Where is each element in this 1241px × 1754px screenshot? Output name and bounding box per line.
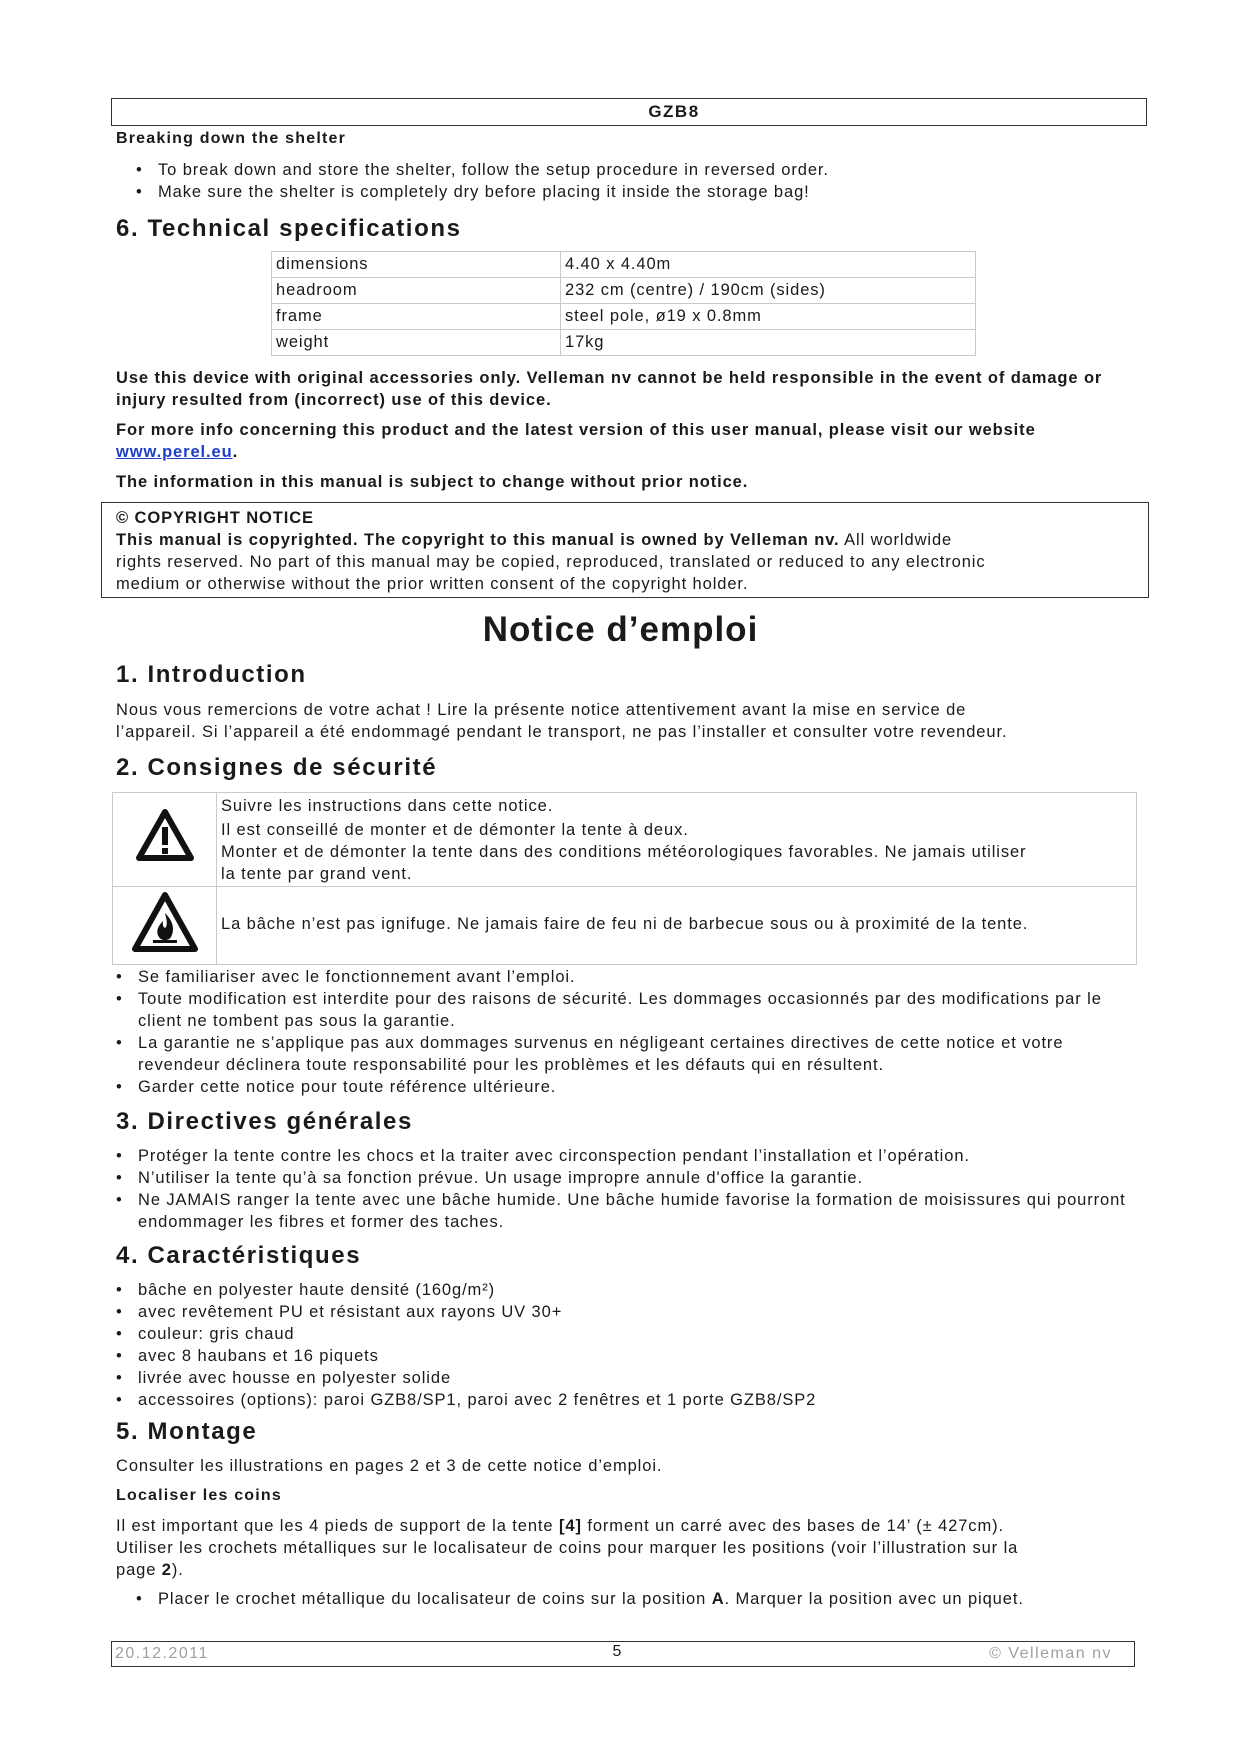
list-item: • livrée avec housse en polyester solide (116, 1367, 1136, 1389)
page-title: Notice d’emploi (482, 610, 759, 649)
safety-line: Monter et de démonter la tente dans des conditions météorologiques favorables. Ne jamais utiliser (221, 843, 1027, 861)
table-row (272, 304, 976, 330)
table-row (272, 252, 976, 278)
breakdown-list (136, 159, 1136, 203)
spec-value: 4.40 x 4.40m (561, 252, 976, 278)
list-item: • Ne JAMAIS ranger la tente avec une bâche humide. Une bâche humide favorise la formation de moisissures qui pourront endommager les fibres et former des taches. (116, 1189, 1136, 1233)
intro-heading: 1. Introduction (116, 661, 307, 688)
safety-line: Suivre les instructions dans cette notice. (221, 797, 554, 815)
safety-table (112, 792, 1137, 965)
specs-heading: 6. Technical specifications (116, 215, 462, 242)
list-item: • Protéger la tente contre les chocs et la traiter avec circonspection pendant l’installation et l’opération. (116, 1145, 1136, 1167)
safety-line: Il est conseillé de monter et de démonter la tente à deux. (221, 821, 689, 839)
copyright-line: medium or otherwise without the prior written consent of the copyright holder. (116, 575, 749, 593)
list-item: • Garder cette notice pour toute référence ultérieure. (116, 1076, 1136, 1098)
list-item: • Se familiariser avec le fonctionnement avant l’emploi. (116, 966, 1136, 988)
info-text-end: . (232, 443, 239, 461)
assembly-text (116, 1515, 1141, 1581)
assembly-text-4: ). (171, 1561, 184, 1579)
list-item: • bâche en polyester haute densité (160g/m²) (116, 1279, 1136, 1301)
assembly-line (116, 1515, 1141, 1537)
spec-value: 17kg (561, 330, 976, 356)
fire-warning: La bâche n’est pas ignifuge. Ne jamais faire de feu ni de barbecue sous ou à proximité de la tente. (221, 915, 1029, 933)
features-list (116, 1279, 1136, 1411)
spec-value: 232 cm (centre) / 190cm (sides) (561, 278, 976, 304)
general-list (116, 1145, 1136, 1233)
intro-line: Nous vous remercions de votre achat ! Lire la présente notice attentivement avant la mise en service de (116, 701, 967, 719)
intro-line: l’appareil. Si l’appareil a été endommagé pendant le transport, ne pas l’installer et consulter votre revendeur. (116, 723, 1008, 741)
footer-box (111, 1641, 1135, 1667)
footer-date: 20.12.2011 (115, 1645, 209, 1662)
list-item: • avec 8 haubans et 16 piquets (116, 1345, 1136, 1367)
copyright-box (101, 502, 1149, 598)
page-ref: 2 (161, 1561, 172, 1579)
list-item (136, 1588, 1141, 1610)
list-item: • La garantie ne s’applique pas aux dommages survenus en négligeant certaines directives de cette notice et votre revendeur déclinera toute responsabilité pour les problèmes et les défauts qui en résultent. (116, 1032, 1136, 1076)
flammable-icon (131, 891, 199, 955)
assembly-line: Utiliser les crochets métalliques sur le localisateur de coins pour marquer les positions (voir l’illustration sur la (116, 1539, 1019, 1557)
corners-heading: Localiser les coins (116, 1487, 282, 1504)
safety-divider (216, 793, 217, 964)
breakdown-heading: Breaking down the shelter (116, 130, 347, 147)
header-box (111, 98, 1147, 126)
safety-heading: 2. Consignes de sécurité (116, 754, 438, 781)
warning-triangle-icon (135, 806, 195, 866)
info-text: For more info concerning this product and the latest version of this user manual, please visit our website (116, 421, 1036, 439)
copyright-text-1: All worldwide (839, 531, 953, 549)
website-link[interactable]: www.perel.eu (116, 443, 233, 461)
assembly-heading: 5. Montage (116, 1418, 258, 1445)
copyright-line (116, 529, 1146, 551)
bullet-text-2: . Marquer la position avec un piquet. (724, 1590, 1024, 1608)
copyright-bold: This manual is copyrighted. The copyright to this manual is owned by Velleman nv. (116, 531, 840, 549)
page-number: 5 (612, 1643, 622, 1660)
assembly-text-2: forment un carré avec des bases de 14’ (± 427cm). (581, 1517, 1004, 1535)
accessories-notice: Use this device with original accessories only. Velleman nv cannot be held responsible in the event of damage or injury resulted from (incorrect) use of this device. (116, 369, 1103, 409)
list-item: • Toute modification est interdite pour des raisons de sécurité. Les dommages occasionnés par des modifications par le client ne tombent pas sous la garantie. (116, 988, 1136, 1032)
spec-label: headroom (272, 278, 561, 304)
assembly-list (136, 1588, 1141, 1610)
assembly-text-3: page (116, 1561, 162, 1579)
bullet-text-1: Placer le crochet métallique du localisateur de coins sur la position (158, 1590, 712, 1608)
list-item: • accessoires (options): paroi GZB8/SP1, paroi avec 2 fenêtres et 1 porte GZB8/SP2 (116, 1389, 1136, 1411)
table-row (272, 278, 976, 304)
copyright-text (116, 507, 1146, 595)
spec-label: dimensions (272, 252, 561, 278)
assembly-text-1: Il est important que les 4 pieds de support de la tente (116, 1517, 559, 1535)
footer-brand: © Velleman nv (989, 1645, 1112, 1662)
copyright-line: rights reserved. No part of this manual may be copied, reproduced, translated or reduced to any electronic (116, 553, 986, 571)
assembly-intro: Consulter les illustrations en pages 2 et 3 de cette notice d’emploi. (116, 1457, 663, 1475)
features-heading: 4. Caractéristiques (116, 1242, 362, 1269)
spec-label: frame (272, 304, 561, 330)
model-title: GZB8 (648, 102, 700, 121)
info-notice (116, 419, 1131, 463)
part-ref: [4] (558, 1517, 582, 1535)
copyright-heading: © COPYRIGHT NOTICE (116, 509, 314, 527)
general-heading: 3. Directives générales (116, 1108, 413, 1135)
safety-line: la tente par grand vent. (221, 865, 413, 883)
list-item: • To break down and store the shelter, follow the setup procedure in reversed order. (136, 159, 1136, 181)
table-row (272, 330, 976, 356)
list-item: • N’utiliser la tente qu’à sa fonction prévue. Un usage impropre annule d'office la garantie. (116, 1167, 1136, 1189)
list-item: • couleur: gris chaud (116, 1323, 1136, 1345)
safety-instructions (221, 795, 1133, 885)
position-ref: A (711, 1590, 725, 1608)
list-item: • avec revêtement PU et résistant aux rayons UV 30+ (116, 1301, 1136, 1323)
safety-list (116, 966, 1136, 1098)
spec-value: steel pole, ø19 x 0.8mm (561, 304, 976, 330)
intro-text (116, 699, 1136, 743)
list-item: • Make sure the shelter is completely dry before placing it inside the storage bag! (136, 181, 1136, 203)
specs-table (271, 251, 976, 356)
spec-label: weight (272, 330, 561, 356)
change-notice: The information in this manual is subject to change without prior notice. (116, 473, 749, 491)
assembly-line (116, 1559, 1141, 1581)
